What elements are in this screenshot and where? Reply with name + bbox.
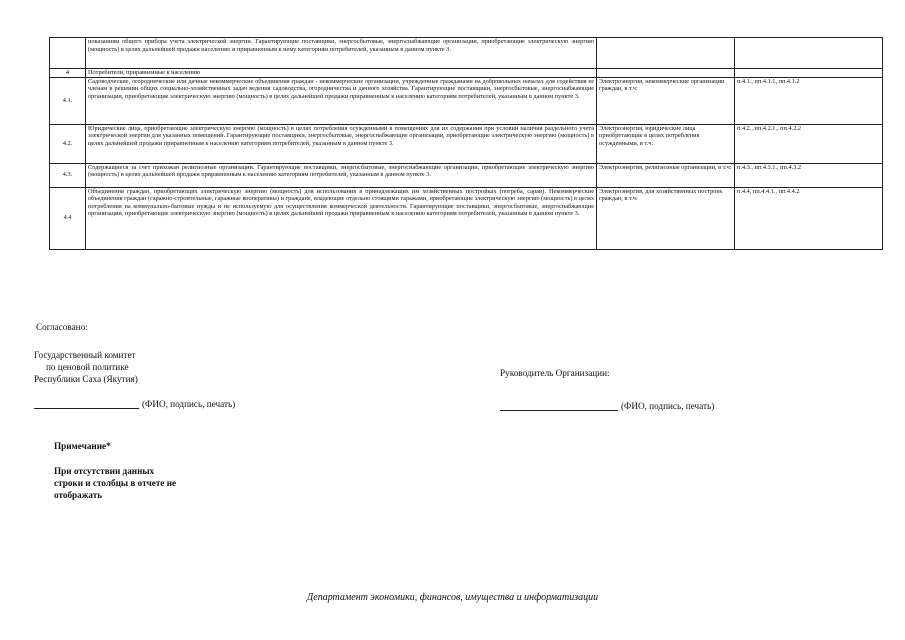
row-number	[50, 38, 86, 69]
row-category	[597, 69, 735, 78]
committee-name-line1: Государственный комитет	[34, 350, 136, 360]
row-reference	[735, 69, 883, 78]
department-footer: Департамент экономики, финансов, имущества и информатизации	[306, 592, 599, 603]
committee-name-line3: Республики Саха (Якутия)	[34, 374, 138, 384]
signature-caption-right: (ФИО, подпись, печать)	[621, 401, 715, 411]
row-category	[597, 38, 735, 69]
head-of-organization-label: Руководитель Организации:	[500, 368, 610, 378]
table-row	[50, 124, 883, 163]
signature-caption-left: (ФИО, подпись, печать)	[142, 399, 236, 409]
row-category: Электроэнергия, юридические лица приобретающие в целях потребления осужденными, в т.ч:	[597, 124, 735, 163]
row-description: Юридические лица, приобретающие электрическую энергию (мощность) в целях потребления осужденными в помещениях для их содержания при условии наличия раздельного учета электрической энергии для указанных помещений. Гарантирующие поставщики, энергосбытовые, энергоснабжающие организации, приобретающие электрическую энергию (мощность) в целях дальнейшей продажи приравненным к населению категориям потребителей, указанным в данном пункте 3.	[86, 124, 597, 163]
table-row	[50, 187, 883, 249]
row-number: 4	[50, 69, 86, 78]
row-number: 4.3.	[50, 163, 86, 187]
table-row	[50, 38, 883, 69]
row-category: Электроэнергия, религиозные организации, в т.ч:	[597, 163, 735, 187]
note-line2: строки и столбцы в отчете не	[54, 478, 177, 488]
tariff-table	[49, 37, 883, 250]
row-reference: п.4.2., пп.4.2.1., пп.4.2.2	[735, 124, 883, 163]
agreed-label: Согласовано:	[36, 322, 88, 332]
row-number: 4.1.	[50, 77, 86, 124]
row-reference	[735, 38, 883, 69]
row-reference: п.4.4, пп.4.4.1., пп.4.4.2	[735, 187, 883, 249]
row-description: Потребители, приравненные к населению	[86, 69, 597, 78]
committee-name-line2: по ценовой политике	[46, 362, 129, 372]
row-reference: п.4.1., пп.4.1.1, пп.4.1.2	[735, 77, 883, 124]
row-reference: п.4.3., пп.4.3.1., пп.4.3.2	[735, 163, 883, 187]
signature-line-left	[34, 408, 139, 409]
row-description: показаниям общего прибора учета электрической энергии. Гарантирующие поставщики, энергосбытовые, энергоснабжающие организации, приобретающие электрическую энергию (мощность) в целях дальнейшей продажи населению и приравненным к нему категориям потребителей, указанным в данном пункте 3.	[86, 38, 597, 69]
row-category: Электроэнергия, для хозяйственных построек граждан, в т.ч:	[597, 187, 735, 249]
signature-line-right	[500, 410, 618, 411]
table-row	[50, 77, 883, 124]
note-line3: отображать	[54, 490, 103, 500]
row-number: 4.4	[50, 187, 86, 249]
row-description: Содержащиеся за счет прихожан религиозные организации. Гарантирующие поставщики, энергосбытовые, энергоснабжающие организации, приобретающие электрическую энергию (мощность) в целях дальнейшей продажи приравненным к населению категориям потребителей, указанным в данном пункте 3.	[86, 163, 597, 187]
row-number: 4.2.	[50, 124, 86, 163]
row-description: Садоводческие, огороднические или дачные некоммерческие объединения граждан - некоммерческие организации, учрежденные гражданами на добровольных началах для содействия ее членам в решении общих социально-хозяйственных задач ведения садоводства, огородничества и дачного хозяйства. Гарантирующие поставщики, энергосбытовые, энергоснабжающие организации, приобретающие электрическую энергию (мощность) в целях дальнейшей продажи приравненным к населению категориям потребителей, указанным в данном пункте 3.	[86, 77, 597, 124]
row-description: Объединения граждан, приобретающих электрическую энергию (мощность) для использования в принадлежащих им хозяйственных постройках (погреба, сараи). Некоммерческие объединения граждан (гаражно-строительные, гаражные кооперативы) и граждане, владеющие отдельно стоящими гаражами, приобретающие электрическую энергию (мощность) в целях потребления на коммунально-бытовые нужды и не используемую для осуществления коммерческой деятельности. Гарантирующие поставщики, энергосбытовые, энергоснабжающие организации, приобретающие электрическую энергию (мощность) в целях дальнейшей продажи приравненным к населению категориям потребителей, указанным в данном пункте 3.	[86, 187, 597, 249]
table-row	[50, 163, 883, 187]
row-category: Электроэнергия, некоммерческие организации граждан, в т.ч:	[597, 77, 735, 124]
table-row	[50, 69, 883, 78]
note-line1: При отсутствии данных	[54, 466, 155, 476]
note-title: Примечание*	[54, 441, 111, 451]
